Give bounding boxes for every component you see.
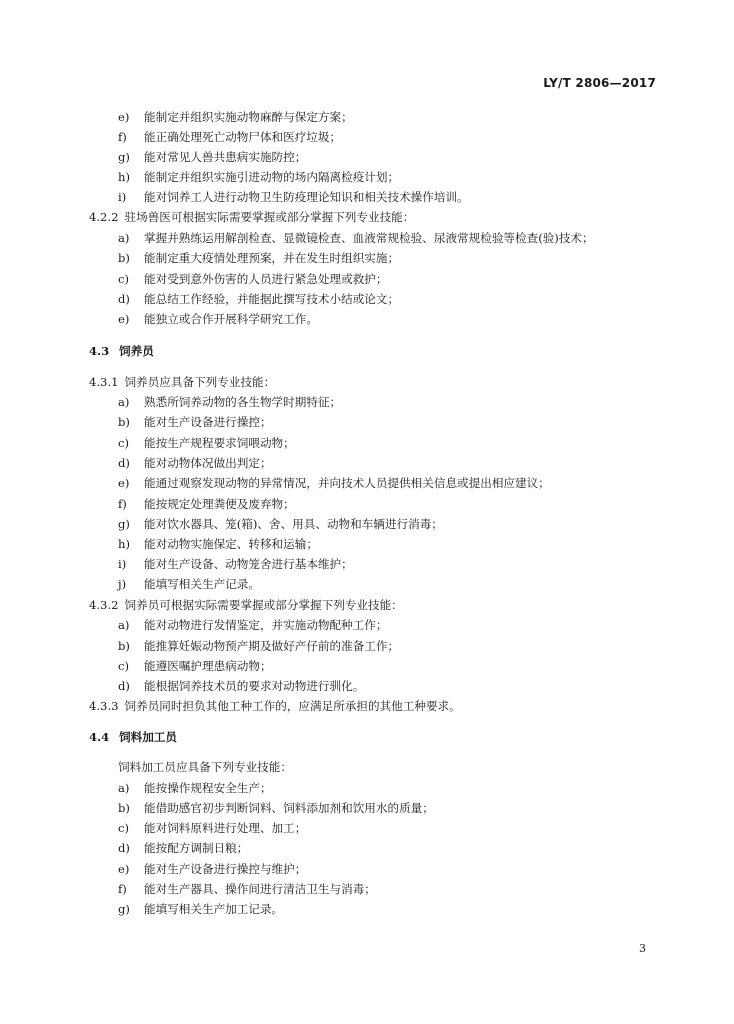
clause-number: 4.3.1 [89, 375, 119, 389]
list-item [118, 821, 306, 835]
list-marker: d) [118, 456, 130, 470]
list-text: 能对生产器具、操作间进行清洁卫生与消毒； [144, 882, 376, 896]
document-code: LY/T 2806—2017 [543, 76, 656, 90]
list-marker: f) [118, 497, 127, 511]
list-item [118, 618, 387, 632]
list-marker: a) [118, 395, 130, 409]
list-marker: a) [118, 618, 130, 632]
list-marker: j) [118, 577, 127, 591]
list-marker: d) [118, 841, 130, 855]
list-item [118, 395, 341, 409]
list-marker: f) [118, 130, 127, 144]
list-marker: g) [118, 517, 130, 531]
list-text: 能对生产设备进行操控与维护； [144, 862, 307, 876]
list-marker: d) [118, 679, 130, 693]
list-text: 能制定重大疫情处理预案，并在发生时组织实施； [144, 251, 400, 265]
list-item [118, 170, 399, 184]
section-title: 饲养员 [119, 344, 154, 358]
list-text: 能对动物实施保定、转移和运输； [144, 537, 318, 551]
list-item [118, 537, 318, 551]
list-marker: h) [118, 170, 130, 184]
list-item [118, 436, 295, 450]
list-text: 能独立或合作开展科学研究工作。 [144, 312, 318, 326]
list-text: 能对生产设备、动物笼舍进行基本维护； [144, 557, 353, 571]
list-marker: h) [118, 537, 130, 551]
list-item [118, 639, 399, 653]
list-marker: c) [118, 272, 130, 286]
clause-text: 饲养员可根据实际需要掌握或部分掌握下列专业技能： [124, 598, 403, 612]
list-item [118, 251, 399, 265]
list-text: 能按操作规程安全生产； [144, 781, 272, 795]
list-marker: c) [118, 659, 130, 673]
list-marker: e) [118, 312, 130, 326]
list-text: 能对动物进行发情鉴定，并实施动物配种工作； [144, 618, 388, 632]
list-marker: c) [118, 436, 130, 450]
list-text: 能对生产设备进行操控； [144, 415, 272, 429]
list-text: 能按配方调制日粮； [144, 841, 249, 855]
list-item [118, 517, 443, 531]
list-text: 掌握并熟练运用解剖检查、显微镜检查、血液常规检验、尿液常规检验等检查(验)技术； [144, 231, 594, 245]
list-item [118, 882, 376, 896]
list-item [118, 497, 295, 511]
list-marker: g) [118, 902, 130, 916]
list-text: 能填写相关生产加工记录。 [144, 902, 284, 916]
clause-number: 4.3.2 [89, 598, 119, 612]
list-text: 能对常见人兽共患病实施防控； [144, 150, 307, 164]
list-item [118, 659, 272, 673]
clause-4-2-2 [89, 210, 414, 224]
list-text: 能正确处理死亡动物尸体和医疗垃圾； [144, 130, 342, 144]
list-item [118, 476, 550, 490]
section-title: 饲料加工员 [119, 730, 177, 744]
list-text: 能遵医嘱护理患病动物； [144, 659, 272, 673]
list-text: 能通过观察发现动物的异常情况，并向技术人员提供相关信息或提出相应建议； [144, 476, 550, 490]
list-text: 能对受到意外伤害的人员进行紧急处理或救护； [144, 272, 388, 286]
list-item [118, 415, 272, 429]
clause-number: 4.3.3 [89, 699, 119, 713]
list-item [118, 577, 260, 591]
list-marker: f) [118, 882, 127, 896]
list-text: 能对饲料原料进行处理、加工； [144, 821, 307, 835]
section-number: 4.4 [89, 730, 110, 744]
list-item [118, 272, 387, 286]
clause-4-3-2 [89, 598, 403, 612]
list-item [118, 130, 341, 144]
list-marker: c) [118, 821, 130, 835]
list-text: 能借助感官初步判断饲料、饲料添加剂和饮用水的质量； [144, 801, 434, 815]
list-text: 能对饮水器具、笼(箱)、舍、用具、动物和车辆进行消毒； [144, 517, 443, 531]
list-item [118, 557, 353, 571]
clause-4-3-1 [89, 375, 275, 389]
list-marker: e) [118, 862, 130, 876]
list-marker: b) [118, 639, 130, 653]
list-marker: d) [118, 292, 130, 306]
list-marker: i) [118, 190, 127, 204]
clause-number: 4.2.2 [89, 210, 119, 224]
list-text: 能对动物体况做出判定； [144, 456, 272, 470]
list-item [118, 841, 248, 855]
list-item [118, 190, 469, 204]
list-text: 能对饲养工人进行动物卫生防疫理论知识和相关技术操作培训。 [144, 190, 469, 204]
list-marker: b) [118, 251, 130, 265]
page-number: 3 [639, 942, 646, 955]
list-item [118, 902, 283, 916]
clause-4-3-3 [89, 699, 461, 713]
list-text: 能按规定处理粪便及废弃物； [144, 497, 295, 511]
list-item [118, 781, 272, 795]
list-item [118, 292, 399, 306]
list-item [118, 801, 434, 815]
list-marker: i) [118, 557, 127, 571]
clause-text: 驻场兽医可根据实际需要掌握或部分掌握下列专业技能： [124, 210, 415, 224]
list-marker: a) [118, 231, 130, 245]
list-text: 能按生产规程要求饲喂动物； [144, 436, 295, 450]
list-marker: b) [118, 801, 130, 815]
list-text: 能总结工作经验，并能据此撰写技术小结或论文； [144, 292, 400, 306]
clause-text: 饲养员应具备下列专业技能： [124, 375, 276, 389]
list-item [118, 150, 306, 164]
list-item [118, 456, 272, 470]
section-number: 4.3 [89, 344, 110, 358]
list-item [118, 862, 306, 876]
list-text: 能制定并组织实施动物麻醉与保定方案； [144, 110, 353, 124]
list-item [118, 679, 364, 693]
list-marker: e) [118, 476, 130, 490]
paragraph-intro: 饲料加工员应具备下列专业技能： [118, 760, 292, 774]
list-marker: e) [118, 110, 130, 124]
list-text: 能推算妊娠动物预产期及做好产仔前的准备工作； [144, 639, 400, 653]
section-heading-4-4 [89, 730, 177, 744]
list-text: 能填写相关生产记录。 [144, 577, 260, 591]
section-heading-4-3 [89, 344, 154, 358]
list-item [118, 231, 594, 245]
list-item [118, 312, 318, 326]
list-item [118, 110, 353, 124]
list-text: 熟悉所饲养动物的各生物学时期特征； [144, 395, 342, 409]
list-marker: g) [118, 150, 130, 164]
list-marker: a) [118, 781, 130, 795]
list-marker: b) [118, 415, 130, 429]
list-text: 能根据饲养技术员的要求对动物进行驯化。 [144, 679, 365, 693]
clause-text: 饲养员同时担负其他工种工作的，应满足所承担的其他工种要求。 [124, 699, 461, 713]
list-text: 能制定并组织实施引进动物的场内隔离检疫计划； [144, 170, 400, 184]
